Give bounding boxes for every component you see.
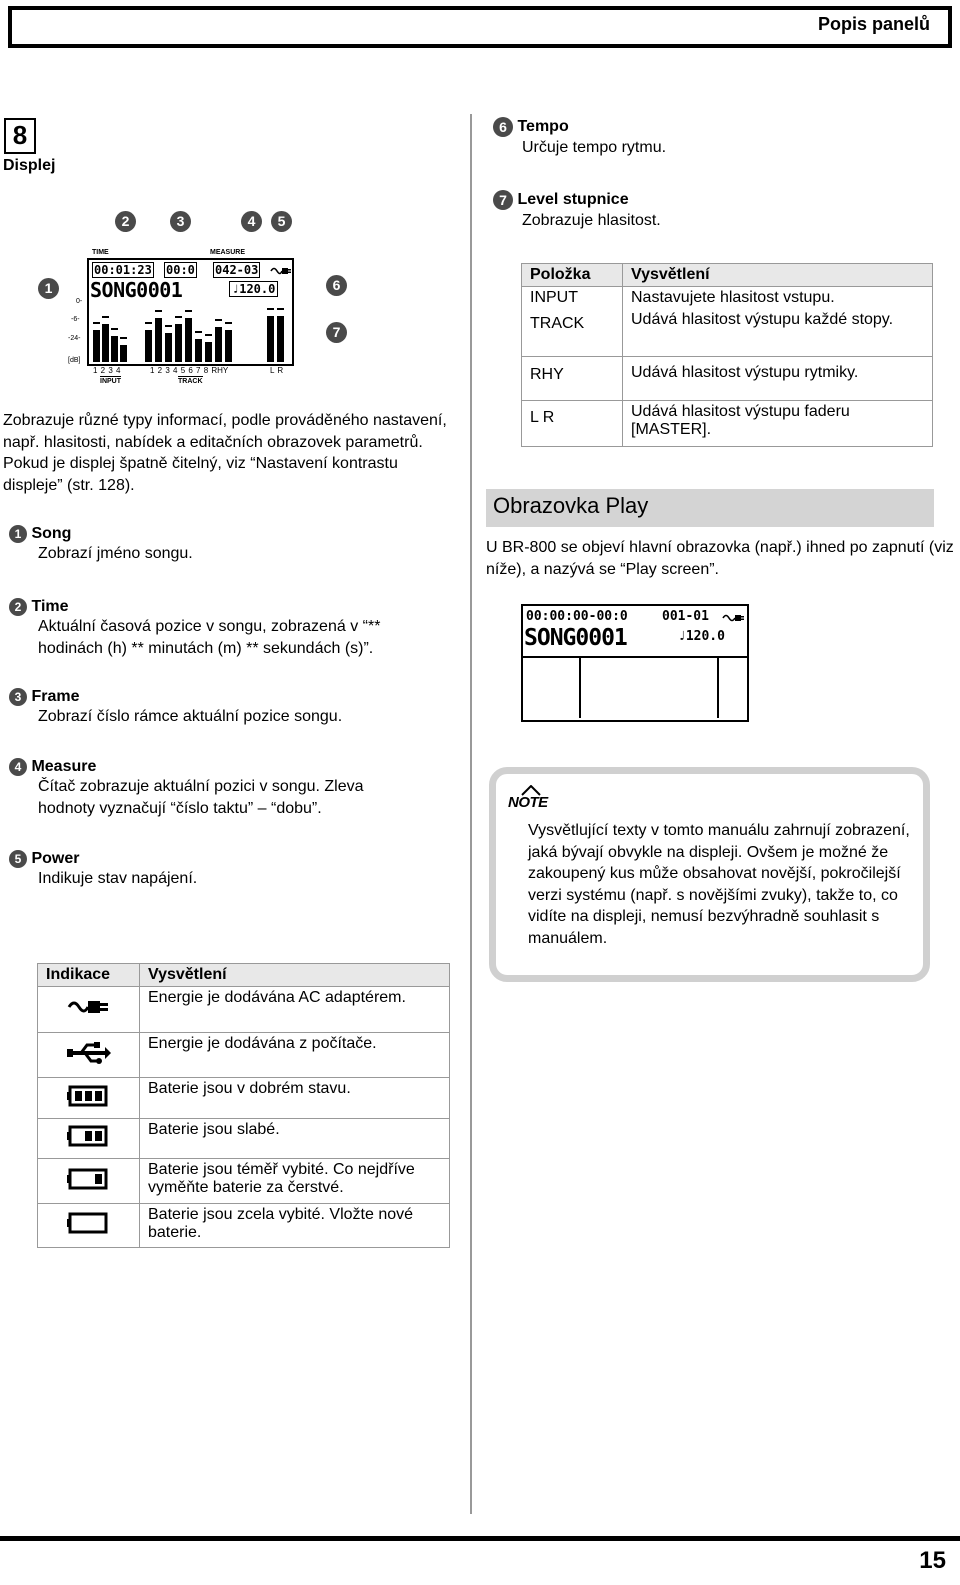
meter-bar (93, 330, 100, 362)
meter-bar (120, 345, 127, 362)
meter-bar (277, 316, 284, 362)
item-measure-desc: Čítač zobrazuje aktuální pozici v songu. Zleva hodnoty vyznačují “číslo taktu” – “dobu”. (38, 778, 364, 817)
callout-measure: 4 (9, 758, 27, 776)
level-row-text: Udává hlasitost výstupu faderu [MASTER]. (623, 401, 933, 447)
item-frame (9, 688, 429, 728)
page-number: 15 (919, 1547, 946, 1574)
ac-adapter-icon (722, 611, 746, 623)
play-section-title: Obrazovka Play (493, 493, 649, 518)
play-lcd-measure: 001-01 (662, 609, 709, 624)
level-row-text: Udává hlasitost výstupu rytmiky. (623, 357, 933, 401)
meter-peak (145, 322, 152, 324)
battery-empty-icon (67, 1222, 111, 1239)
play-lcd-divider (523, 656, 747, 658)
power-table-header-indikace: Indikace (38, 964, 140, 987)
level-table (521, 263, 933, 447)
item-song (9, 525, 429, 565)
page-header-box (8, 6, 952, 48)
lcd-song-name: SONG0001 (90, 278, 183, 302)
meter-peak (277, 308, 284, 310)
time-label: TIME (92, 249, 109, 256)
battery-one-third-icon (67, 1178, 111, 1195)
meter-bar (145, 330, 152, 362)
callout-frame: 3 (9, 688, 27, 706)
db-scale-unit: [dB] (68, 357, 81, 364)
callout-tempo: 6 (493, 117, 513, 137)
lcd-tempo: ♩120.0 (229, 281, 278, 297)
play-lcd-tempo: ♩120.0 (678, 629, 725, 644)
lr-channels: L R (270, 366, 284, 375)
page-header-title: Popis panelů (817, 14, 930, 34)
callout-1: 1 (38, 278, 59, 299)
callout-power: 5 (9, 850, 27, 868)
item-tempo-desc: Určuje tempo rytmu. (522, 139, 667, 156)
meter-bar (205, 342, 212, 362)
meter-bar (225, 330, 232, 362)
level-row-item: RHY (522, 357, 623, 401)
level-row-text: Nastavujete hlasitost vstupu. (623, 287, 933, 311)
meter-peak (185, 310, 192, 312)
meter-bar (111, 336, 118, 362)
play-screen-lcd (521, 604, 749, 722)
callout-time: 2 (9, 598, 27, 616)
db-scale-6: -6- (71, 316, 80, 323)
table-row (38, 1078, 450, 1119)
meter-peak (120, 337, 127, 339)
lcd-measure-value: 042-03 (215, 263, 259, 277)
input-label: INPUT (100, 378, 121, 385)
item-time-title: Time (31, 598, 69, 616)
battery-two-thirds-icon (67, 1135, 111, 1152)
meter-peak (195, 331, 202, 333)
track-label: TRACK (178, 378, 203, 385)
meter-peak (155, 310, 162, 312)
level-row-text: Udává hlasitost výstupu každé stopy. (623, 311, 933, 357)
meter-bar (175, 324, 182, 362)
db-scale-0: 0- (76, 298, 83, 305)
input-channels: 1 2 3 4 (93, 366, 121, 375)
play-lcd-time: 00:00:00-00:0 (526, 609, 628, 624)
item-time-desc: Aktuální časová pozice v songu, zobrazená v “** hodinách (h) ** minutách (m) ** sekundách (s)”. (38, 618, 381, 657)
table-row (522, 287, 933, 311)
ac-adapter-icon (67, 1004, 111, 1021)
callout-3: 3 (170, 211, 191, 232)
meter-bar (165, 333, 172, 362)
lcd-time-value: 00:01:23 (94, 263, 152, 277)
table-row (38, 1119, 450, 1159)
level-row-item: L R (522, 401, 623, 447)
table-row (38, 1033, 450, 1078)
section-label: Displej (3, 157, 56, 174)
meter-bar (215, 327, 222, 362)
item-measure-title: Measure (31, 758, 97, 776)
power-table-header (38, 964, 450, 987)
power-row-text: Baterie jsou v dobrém stavu. (140, 1078, 450, 1119)
lcd-frame-value: 00:0 (166, 263, 195, 277)
column-divider (470, 114, 472, 1514)
measure-label: MEASURE (210, 249, 246, 256)
meter-peak (225, 322, 232, 324)
power-row-text: Baterie jsou slabé. (140, 1119, 450, 1159)
level-row-item: TRACK (522, 311, 623, 357)
battery-full-icon (67, 1095, 111, 1112)
db-scale (68, 297, 82, 366)
play-lcd-cursor-right (717, 658, 719, 718)
power-row-text: Baterie jsou téměř vybité. Co nejdříve vyměňte baterie za čerstvé. (140, 1159, 450, 1204)
callout-song: 1 (9, 525, 27, 543)
callout-5: 5 (271, 211, 292, 232)
power-row-text: Baterie jsou zcela vybité. Vložte nové baterie. (140, 1204, 450, 1248)
power-row-text: Energie je dodávána AC adaptérem. (140, 987, 450, 1033)
usb-icon (67, 1051, 111, 1068)
level-row-item: INPUT (522, 287, 623, 311)
level-table-header-polozka: Položka (522, 264, 623, 287)
table-row (38, 1159, 450, 1204)
play-lcd-song: SONG0001 (524, 625, 627, 651)
table-row (522, 311, 933, 357)
track-channels: 1 2 3 4 5 6 7 8 RHY (150, 366, 229, 375)
meter-peak (102, 316, 109, 318)
meter-bar (267, 316, 274, 362)
callout-7: 7 (326, 322, 347, 343)
callout-6: 6 (326, 275, 347, 296)
meter-bar (102, 324, 109, 362)
meter-peak (111, 328, 118, 330)
item-song-title: Song (31, 525, 72, 543)
play-section-desc: U BR-800 se objeví hlavní obrazovka (např.) ihned po zapnutí (viz níže), a nazývá se “Play screen”. (486, 539, 954, 578)
note-text: Vysvětlující texty v tomto manuálu zahrnují zobrazení, jaká bývají obvykle na displeji. Ovšem je možné že zakoupený kus může obsahovat novější, pokročilejší verzi systému (např. s novějšími zvuky), takže to, co vidíte na displeji, nemusí bezvýhradně souhlasit s manuálem. (528, 822, 910, 947)
item-tempo-title: Tempo (517, 118, 569, 136)
db-scale-24: -24- (68, 335, 81, 342)
meter-bar (185, 318, 192, 362)
callout-2: 2 (115, 211, 136, 232)
item-level (493, 190, 913, 232)
meter-bar (155, 318, 162, 362)
level-table-header (522, 264, 933, 287)
item-measure (9, 758, 429, 819)
table-row (522, 357, 933, 401)
ac-adapter-icon (270, 264, 292, 276)
item-frame-title: Frame (31, 688, 80, 706)
item-power-desc: Indikuje stav napájení. (38, 870, 198, 888)
meter-bar (195, 339, 202, 362)
power-row-text: Energie je dodávána z počítače. (140, 1033, 450, 1078)
item-song-desc: Zobrazí jméno songu. (38, 545, 193, 563)
meter-peak (165, 325, 172, 327)
meter-peak (267, 308, 274, 310)
lcd-screen (87, 258, 294, 366)
callout-level: 7 (493, 190, 513, 210)
callout-4: 4 (241, 211, 262, 232)
item-power-title: Power (31, 850, 80, 868)
item-level-title: Level stupnice (517, 191, 629, 209)
table-row (522, 401, 933, 447)
meter-peak (215, 319, 222, 321)
table-row (38, 1204, 450, 1248)
footer-rule (0, 1536, 960, 1541)
meter-peak (93, 322, 100, 324)
intro-paragraph: Zobrazuje různé typy informací, podle prováděného nastavení, např. hlasitosti, nabídek a editačních obrazovek parametrů. Pokud je displej špatně čitelný, viz “Nastavení kontrastu displeje” (str. 128). (3, 412, 447, 494)
meter-peak (205, 334, 212, 336)
level-table-header-vysvetleni: Vysvětlení (623, 264, 933, 287)
item-tempo (493, 117, 913, 159)
play-lcd-cursor-left (579, 658, 581, 718)
item-level-desc: Zobrazuje hlasitost. (522, 212, 661, 229)
item-time (9, 598, 429, 659)
meter-peak (175, 316, 182, 318)
item-frame-desc: Zobrazí číslo rámce aktuální pozice songu. (38, 708, 343, 726)
power-table-header-vysvetleni: Vysvětlení (140, 964, 450, 987)
note-label: NOTE (508, 794, 548, 811)
power-table (37, 963, 450, 1248)
table-row (38, 987, 450, 1033)
level-meters (89, 304, 292, 364)
item-power (9, 850, 429, 890)
display-diagram (30, 205, 360, 395)
section-number: 8 (4, 118, 36, 154)
